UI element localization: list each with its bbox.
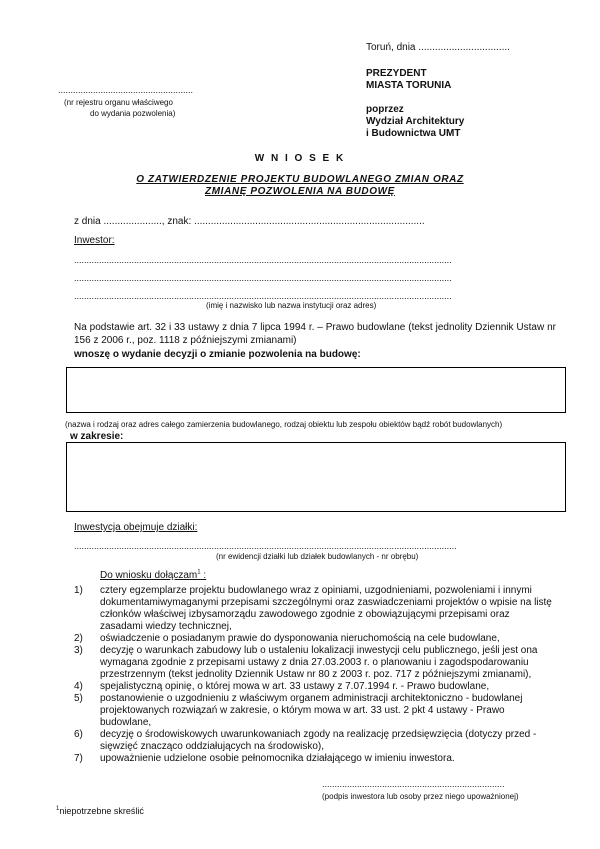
attachment-item-text: decyzję o warunkach zabudowy lub o ustaleniu lokalizacji inwestycji celu publicznego, jeśli jest ona wymagana zgodnie z przepisami ustawy z dnia 27.03.2003 r. o planowaniu i zagodspodarowaniu przestrzennym (tekst jednolity Dziennik Ustaw nr 80 z 2003 r. poz. 717 z późniejszymi zmianami),: [100, 645, 538, 680]
via-label: poprzez: [366, 104, 404, 115]
investment-description-box[interactable]: [66, 367, 566, 413]
attachment-item-number: 2): [74, 633, 83, 644]
attachment-item: [74, 753, 554, 765]
attachments-list: [74, 585, 554, 765]
department-line2: i Budownictwa UMT: [366, 128, 461, 139]
attachment-item-number: 3): [74, 645, 83, 656]
parcels-label: Inwestycja obejmuje działki:: [74, 522, 198, 533]
place-date-field[interactable]: Toruń, dnia .................................: [366, 42, 510, 53]
legal-basis: Na podstawie art. 32 i 33 ustawy z dnia 7 lipca 1994 r. – Prawo budowlane (tekst jednolity Dziennik Ustaw nr 156 z 2006 r., poz. 1118 z późniejszymi zmianami): [74, 322, 556, 346]
attachment-item-text: postanowienie o uzgodnieniu z właściwym organem administracji architektoniczno - budowlanej projektowanych rozwiązań w zakresie, o którym mowa w art. 33 ust. 2 pkt 4 ustawy - Prawo budowlane,: [100, 693, 523, 728]
signature-caption: (podpis inwestora lub osoby przez niego upoważnionej): [322, 792, 519, 801]
attachment-item: [74, 681, 554, 693]
document-subtitle-line2: ZMIANĘ POZWOLENIA NA BUDOWĘ: [205, 186, 395, 197]
attachment-item-number: 5): [74, 693, 83, 704]
attachments-heading: Do wniosku dołączam$^1$ :: [100, 569, 207, 581]
investor-line-3[interactable]: .......................................................................................................................................................: [74, 291, 452, 301]
attachment-item-number: 4): [74, 681, 83, 692]
attachment-item: [74, 729, 554, 753]
document-subtitle-line1: O ZATWIERDZENIE PROJEKTU BUDOWLANEGO ZMIAN ORAZ: [136, 174, 464, 185]
addressee-title: PREZYDENT: [366, 68, 427, 79]
date-sign-field[interactable]: z dnia ....................., znak: ...................................................................................: [74, 216, 425, 227]
parcels-caption: (nr ewidencji działki lub działek budowlanych - nr obrębu): [216, 552, 419, 561]
department-line1: Wydział Architektury: [366, 116, 465, 127]
attachment-item-number: 1): [74, 585, 83, 596]
attachment-item-text: oświadczenie o posiadanym prawie do dysponowania nieruchomością na cele budowlane,: [100, 633, 500, 644]
attachment-item-number: 6): [74, 729, 83, 740]
investor-line-1[interactable]: .......................................................................................................................................................: [74, 255, 452, 265]
attachment-item: [74, 633, 554, 645]
parcels-field[interactable]: .........................................................................................................................................................: [74, 541, 457, 551]
attachment-item-text: cztery egzemplarze projektu budowlanego wraz z opiniami, uzgodnieniami, pozwoleniami i innymi dokumentamiwymaganymi przepisami szczególnymi oraz zaswiadczeniami projektów o wpisie na listę członków właściwej izbysamorządu zawodowego zgodnie z obowiązującymi przepisami oraz zasadami wiedzy technicznej,: [100, 585, 552, 632]
registry-caption: (nr rejestru organu właściwego: [64, 98, 173, 107]
document-title: W N I O S E K: [254, 153, 346, 164]
attachment-item-text: decyzję o środowiskowych uwarunkowaniach zgody na realizację przedsięwzięcia (dotyczy przed - sięwzięć znacząco oddziałujących na środowisko),: [100, 729, 537, 752]
scope-label: w zakresie:: [70, 431, 124, 442]
investor-line-2[interactable]: .......................................................................................................................................................: [74, 273, 452, 283]
attachment-item: [74, 585, 554, 633]
attachment-item-text: upoważnienie udzielone osobie pełnomocnika działającego w imieniu inwestora.: [100, 753, 455, 764]
investment-description-caption: (nazwa i rodzaj oraz adres całego zamierzenia budowlanego, rodzaj obiektu lub zespołu obiektów bądź robót budowlanych): [65, 420, 503, 429]
attachment-item: [74, 645, 554, 681]
attachment-item-number: 7): [74, 753, 83, 764]
registry-caption-line2: do wydania pozwolenia): [90, 109, 176, 118]
registry-number-field[interactable]: ......................................................: [58, 85, 194, 95]
addressee-name: MIASTA TORUNIA: [366, 80, 452, 91]
request-label: wnoszę o wydanie decyzji o zmianie pozwolenia na budowę:: [74, 349, 361, 360]
investor-caption: (imię i nazwisko lub nazwa instytucji oraz adres): [206, 301, 377, 310]
signature-field[interactable]: .........................................................................: [322, 779, 505, 789]
attachment-item-text: spejalistyczną opinię, o której mowa w art. 33 ustawy z 7.07.1994 r. - Prawo budowlane,: [100, 681, 490, 692]
attachment-item: [74, 693, 554, 729]
footnote: $^1$niepotrzebne skreślić: [56, 806, 144, 816]
scope-box[interactable]: [66, 442, 566, 512]
investor-label: Inwestor:: [74, 235, 115, 246]
